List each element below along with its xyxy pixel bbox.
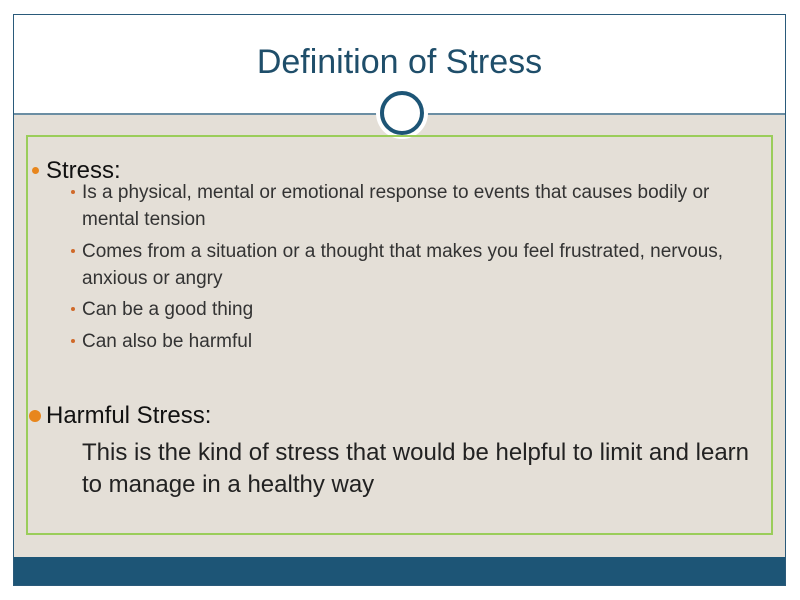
sub-bullet-text: Is a physical, mental or emotional response to events that causes bodily or mental tension xyxy=(82,182,710,230)
sub-bullet-text: Can also be harmful xyxy=(82,331,253,352)
slide xyxy=(13,14,786,586)
sub-bullet-1 xyxy=(82,179,762,233)
sub-bullet-dot-icon xyxy=(71,307,75,311)
sub-bullet-dot-icon xyxy=(71,190,75,194)
sub-bullet-text: Can be a good thing xyxy=(82,299,254,320)
footer-bar xyxy=(14,557,785,585)
content-box xyxy=(26,135,773,535)
sub-bullet-3 xyxy=(82,296,762,323)
sub-bullet-2 xyxy=(82,238,762,292)
bullet-text: Stress: xyxy=(46,157,121,184)
bullet-dot-icon xyxy=(29,410,41,422)
bullet-dot-icon xyxy=(32,167,39,174)
circle-ornament-icon xyxy=(380,91,424,135)
sub-bullet-4 xyxy=(82,328,762,355)
sub-bullet-text: Comes from a situation or a thought that makes you feel frustrated, nervous, anxious or angry xyxy=(82,241,724,289)
sub-bullet-dot-icon xyxy=(71,249,75,253)
harmful-stress-paragraph: This is the kind of stress that would be helpful to limit and learn to manage in a healthy way xyxy=(82,439,750,498)
bullet-text: Harmful Stress: xyxy=(46,402,212,429)
slide-title: Definition of Stress xyxy=(256,43,543,81)
sub-bullet-dot-icon xyxy=(71,339,75,343)
bullet-harmful-stress xyxy=(46,402,211,430)
